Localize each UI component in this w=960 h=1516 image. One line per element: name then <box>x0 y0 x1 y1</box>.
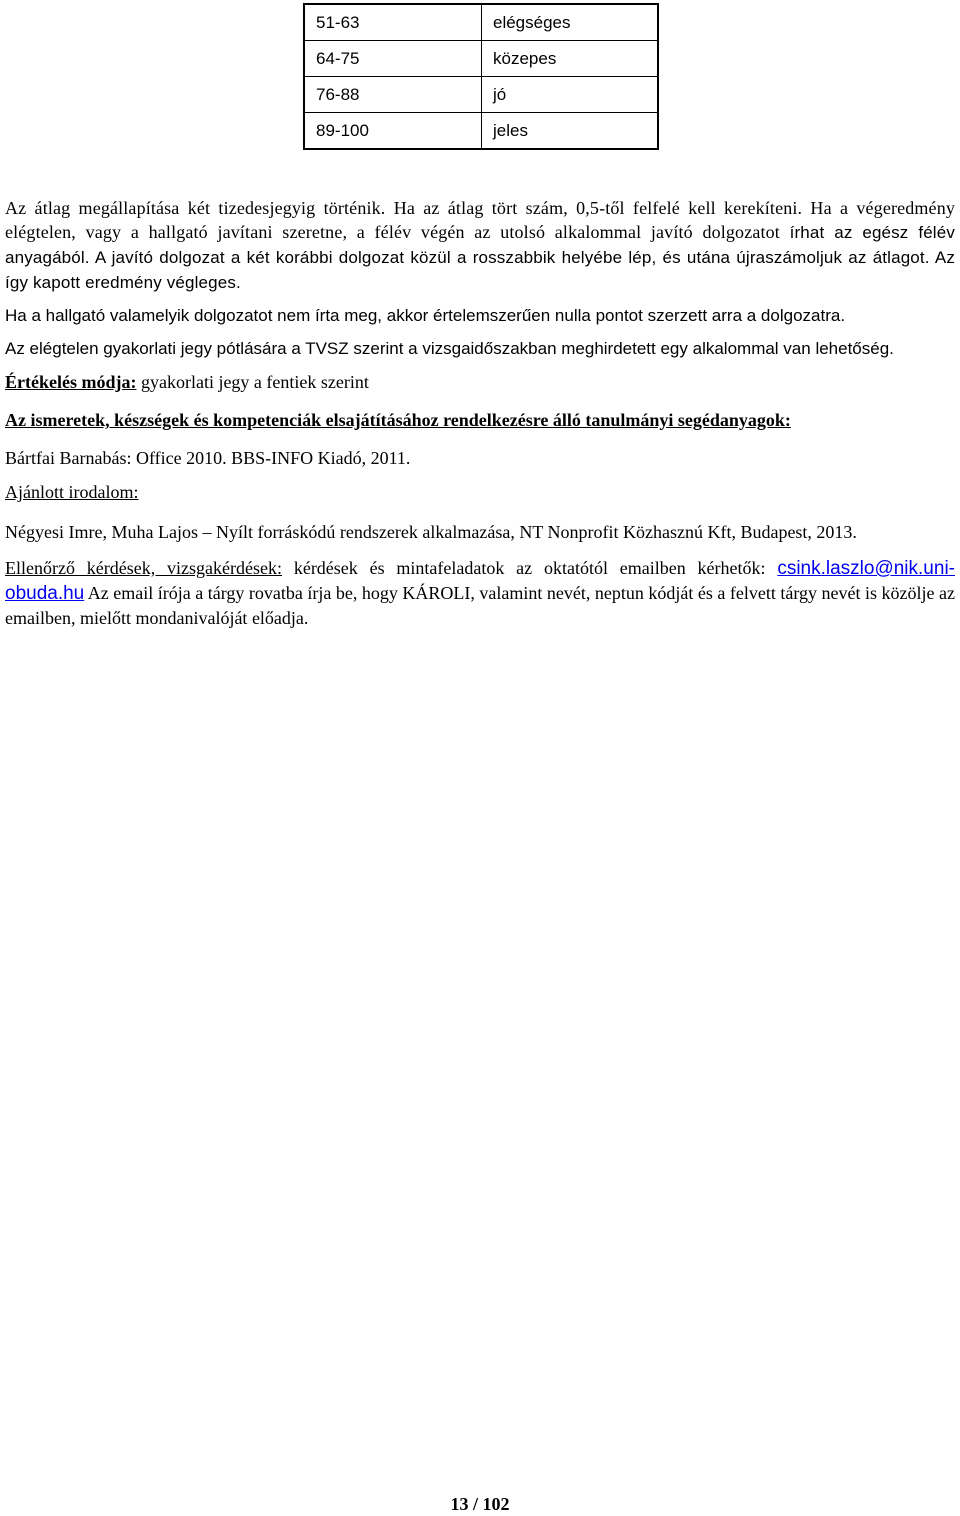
table-row <box>304 77 658 113</box>
study-materials-heading: Az ismeretek, készségek és kompetenciák elsajátításához rendelkezésre álló tanulmányi segédanyagok: <box>5 410 791 430</box>
recommended-literature-heading: Ajánlott irodalom: <box>5 482 139 502</box>
averaging-text-sans: írhat az egész félév anyagából. A javító dolgozat a két korábbi dolgozat közül a rosszabbik helyébe lép, és utána újraszámoljuk az átlagot. Az így kapott eredmény végleges. <box>5 223 955 292</box>
questions-text: kérdések és mintafeladatok az oktatótól emailben kérhetők: <box>282 558 778 578</box>
averaging-text-serif: Az átlag megállapítása két tizedesjegyig történik. Ha az átlag tört szám, 0,5-től felfelé kell kerekíteni. Ha a végeredmény elégtelen, vagy a hallgató javítani szeretne, a félév végén az utolsó alkalommal javító dolgozatot <box>5 198 955 242</box>
table-row <box>304 4 658 41</box>
retake-paragraph: Az elégtelen gyakorlati jegy pótlására a TVSZ szerint a vizsgaidőszakban meghirdetett egy alkalommal van lehetőség. <box>5 339 894 358</box>
page-number: 13 / 102 <box>450 1494 510 1514</box>
grade-cell: jeles <box>482 113 659 150</box>
study-materials-text: Bártfai Barnabás: Office 2010. BBS-INFO Kiadó, 2011. <box>5 448 411 468</box>
score-range-cell: 76-88 <box>304 77 482 113</box>
score-range-cell: 89-100 <box>304 113 482 150</box>
grade-table <box>303 3 659 150</box>
questions-label: Ellenőrző kérdések, vizsgakérdések: <box>5 558 283 578</box>
grade-cell: elégséges <box>482 4 659 41</box>
score-range-cell: 51-63 <box>304 4 482 41</box>
grade-cell: közepes <box>482 41 659 77</box>
table-row <box>304 113 658 150</box>
questions-paragraph <box>5 556 955 630</box>
averaging-paragraph <box>5 196 955 295</box>
score-range-cell: 64-75 <box>304 41 482 77</box>
recommended-literature-text: Négyesi Imre, Muha Lajos – Nyílt forráskódú rendszerek alkalmazása, NT Nonprofit Közhasznú Kft, Budapest, 2013. <box>5 522 857 542</box>
evaluation-method <box>5 370 955 394</box>
questions-text-2: Az email írója a tárgy rovatba írja be, hogy KÁROLI, valamint nevét, neptun kódját és a felvett tárgy nevét is közölje az emailben, mielőtt mondanivalóját előadja. <box>5 583 955 628</box>
email-link[interactable]: csink.laszlo@nik.uni-obuda.hu <box>5 558 955 604</box>
table-row <box>304 41 658 77</box>
document-body <box>5 196 955 630</box>
evaluation-text: gyakorlati jegy a fentiek szerint <box>136 372 369 392</box>
evaluation-label: Értékelés módja: <box>5 372 137 392</box>
missed-test-paragraph: Ha a hallgató valamelyik dolgozatot nem írta meg, akkor értelemszerűen nulla pontot szerzett arra a dolgozatra. <box>5 306 846 325</box>
grade-cell: jó <box>482 77 659 113</box>
